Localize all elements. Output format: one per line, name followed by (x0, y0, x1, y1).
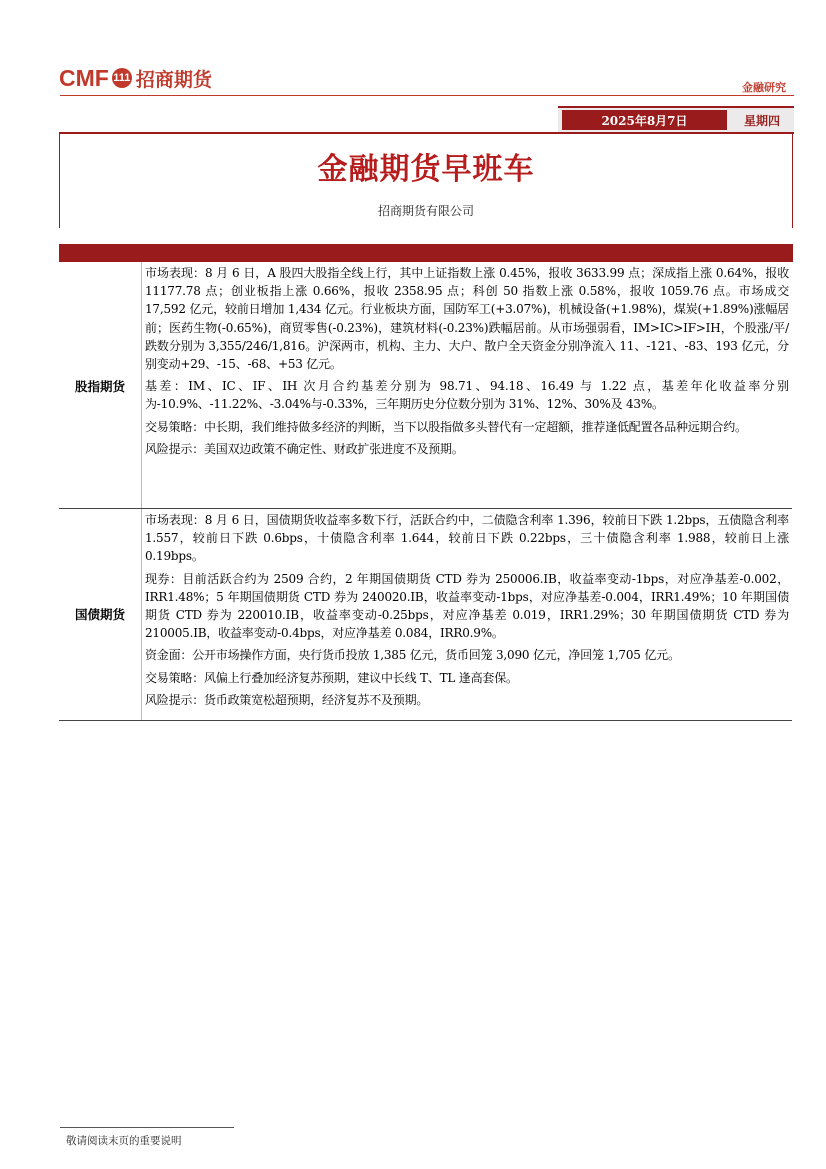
date-band (558, 106, 794, 134)
report-weekday: 星期四 (743, 113, 780, 128)
section-header-bar (59, 244, 793, 262)
company-logo (59, 63, 212, 93)
logo-text: CMF (59, 64, 109, 91)
section-content (145, 264, 789, 462)
paragraph-liquidity: 资金面：公开市场操作方面，央行货币投放 1,385 亿元，货币回笼 3,090 亿元，净回笼 1,705 亿元。 (145, 648, 680, 663)
logo-company-name: 招商期货 (135, 68, 212, 91)
paragraph-market: 市场表现：8 月 6 日，国债期货收益率多数下行，活跃合约中，二债隐含利率 1.396，较前日下跌 1.2bps，五债隐含利率 1.557，较前日下跌 0.6bps，十债隐含利率 1.644，较前日下跌 0.22bps，三十债隐含利率 1.988，较前日上涨 0.19bps。 (145, 513, 789, 564)
paragraph-strategy: 交易策略：风偏上行叠加经济复苏预期，建议中长线 T、TL 逢高套保。 (145, 670, 518, 685)
department-label: 金融研究 (742, 81, 786, 94)
section-content (145, 511, 789, 713)
footer-disclaimer: 敬请阅读末页的重要说明 (66, 1135, 182, 1147)
header-divider (60, 95, 794, 96)
title-box (59, 132, 793, 228)
column-divider (141, 262, 142, 508)
paragraph-risk: 风险提示：货币政策宽松超预期，经济复苏不及预期。 (145, 692, 429, 707)
report-date: 2025年8月7日 (562, 110, 727, 130)
footer-divider (60, 1127, 234, 1128)
section-stock-index-futures (59, 262, 792, 509)
paragraph-strategy: 交易策略：中长期，我们维持做多经济的判断，当下以股指做多头替代有一定超额，推荐逢低配置各品种远期合约。 (145, 419, 747, 434)
column-divider (141, 509, 142, 720)
company-name: 招商期货有限公司 (377, 204, 474, 218)
page-title: 金融期货早班车 (317, 152, 535, 187)
paragraph-risk: 风险提示：美国双边政策不确定性、财政扩张进度不及预期。 (145, 441, 464, 456)
section-label: 国债期货 (74, 607, 125, 622)
section-label: 股指期货 (74, 379, 125, 394)
paragraph-basis: 基差：IM、IC、IF、IH 次月合约基差分别为 98.71、94.18、16.49 与 1.22 点，基差年化收益率分别为-10.9%、-11.22%、-3.04%与-0.33%，三年期历史分位数分别为 31%、12%、30%及 43%。 (145, 379, 789, 412)
paragraph-cash-bonds: 现券：目前活跃合约为 2509 合约，2 年期国债期货 CTD 券为 250006.IB，收益率变动-1bps，对应净基差-0.002，IRR1.48%；5 年期国债期货 CTD 券为 240020.IB，收益率变动-1bps，对应净基差-0.004，IRR1.49%；10 年期国债期货 CTD 券为 220010.IB，收益率变动-0.25bps，对应净基差 0.019，IRR1.29%；30 年期国债期货 CTD 券为 210005.IB，收益率变动-0.4bps，对应净基差 0.084，IRR0.9%。 (145, 571, 789, 641)
logo-badge-icon: 111 (112, 68, 132, 88)
paragraph-market: 市场表现：8 月 6 日，A 股四大股指全线上行，其中上证指数上涨 0.45%，报收 3633.99 点；深成指上涨 0.64%，报收 11177.78 点；创业板指上涨 0.66%，报收 2358.95 点；科创 50 指数上涨 0.58%，报收 1059.76 点。市场成交 17,592 亿元，较前日增加 1,434 亿元。行业板块方面，国防军工(+3.07%)，机械设备(+1.98%)，煤炭(+1.89%)涨幅居前；医药生物(-0.65%)，商贸零售(-0.23%)，建筑材料(-0.23%)跌幅居前。从市场强弱看，IM>IC>IF>IH，个股涨/平/跌数分别为 3,355/246/1,816。沪深两市，机构、主力、大户、散户全天资金分别净流入 11、-121、-83、193 亿元，分别变动+29、-15、-68、+53 亿元。 (145, 266, 789, 372)
section-treasury-futures (59, 509, 792, 721)
